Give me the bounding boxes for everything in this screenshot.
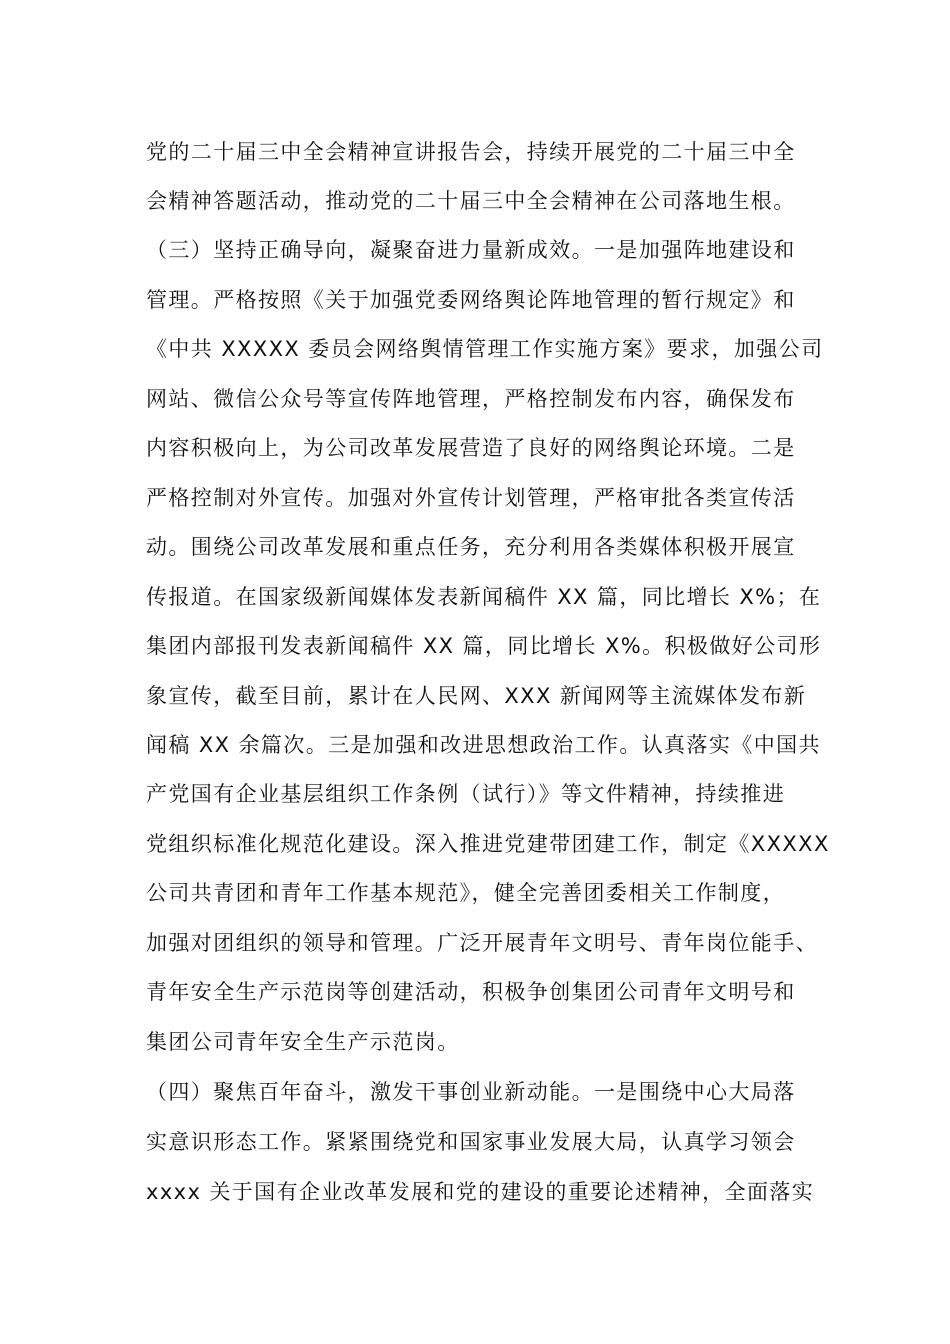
text-line: 传报道。在国家级新闻媒体发表新闻稿件 XX 篇，同比增长 X%；在 bbox=[146, 585, 822, 609]
text-line: 党组织标准化规范化建设。深入推进党建带团建工作，制定《XXXXX bbox=[146, 832, 830, 856]
text-line: 集团内部报刊发表新闻稿件 XX 篇，同比增长 X%。积极做好公司形 bbox=[146, 634, 822, 658]
text-line: 集团公司青年安全生产示范岗。 bbox=[146, 1030, 460, 1054]
text-line: 加强对团组织的领导和管理。广泛开展青年文明号、青年岗位能手、 bbox=[146, 931, 818, 955]
text-line: 党的二十届三中全会精神宣讲报告会，持续开展党的二十届三中全 bbox=[146, 140, 796, 164]
text-line: xxxx 关于国有企业改革发展和党的建设的重要论述精神，全面落实 bbox=[146, 1180, 815, 1204]
text-line: 管理。严格按照《关于加强党委网络舆论阵地管理的暂行规定》和 bbox=[146, 288, 796, 312]
text-line: 会精神答题活动，推动党的二十届三中全会精神在公司落地生根。 bbox=[146, 189, 796, 213]
text-line: 产党国有企业基层组织工作条例（试行）》等文件精神，持续推进 bbox=[146, 782, 786, 806]
text-line: 公司共青团和青年工作基本规范》，健全完善团委相关工作制度， bbox=[146, 881, 786, 905]
text-line: 实意识形态工作。紧紧围绕党和国家事业发展大局，认真学习领会 bbox=[146, 1130, 796, 1154]
text-line: 闻稿 XX 余篇次。三是加强和改进思想政治工作。认真落实《中国共 bbox=[146, 733, 821, 757]
text-line: （四）聚焦百年奋斗，激发干事创业新动能。一是围绕中心大局落 bbox=[146, 1080, 796, 1104]
text-line: 青年安全生产示范岗等创建活动，积极争创集团公司青年文明号和 bbox=[146, 980, 796, 1004]
text-line: 内容积极向上，为公司改革发展营造了良好的网络舆论环境。二是 bbox=[146, 436, 796, 460]
text-line: （三）坚持正确导向，凝聚奋进力量新成效。一是加强阵地建设和 bbox=[146, 238, 796, 262]
text-line: 象宣传，截至目前，累计在人民网、XXX 新闻网等主流媒体发布新 bbox=[146, 684, 807, 708]
text-line: 严格控制对外宣传。加强对外宣传计划管理，严格审批各类宣传活 bbox=[146, 486, 796, 510]
text-line: 《中共 XXXXX 委员会网络舆情管理工作实施方案》要求，加强公司 bbox=[146, 337, 824, 361]
text-line: 动。围绕公司改革发展和重点任务，充分利用各类媒体积极开展宣 bbox=[146, 535, 796, 559]
text-line: 网站、微信公众号等宣传阵地管理，严格控制发布内容，确保发布 bbox=[146, 387, 796, 411]
